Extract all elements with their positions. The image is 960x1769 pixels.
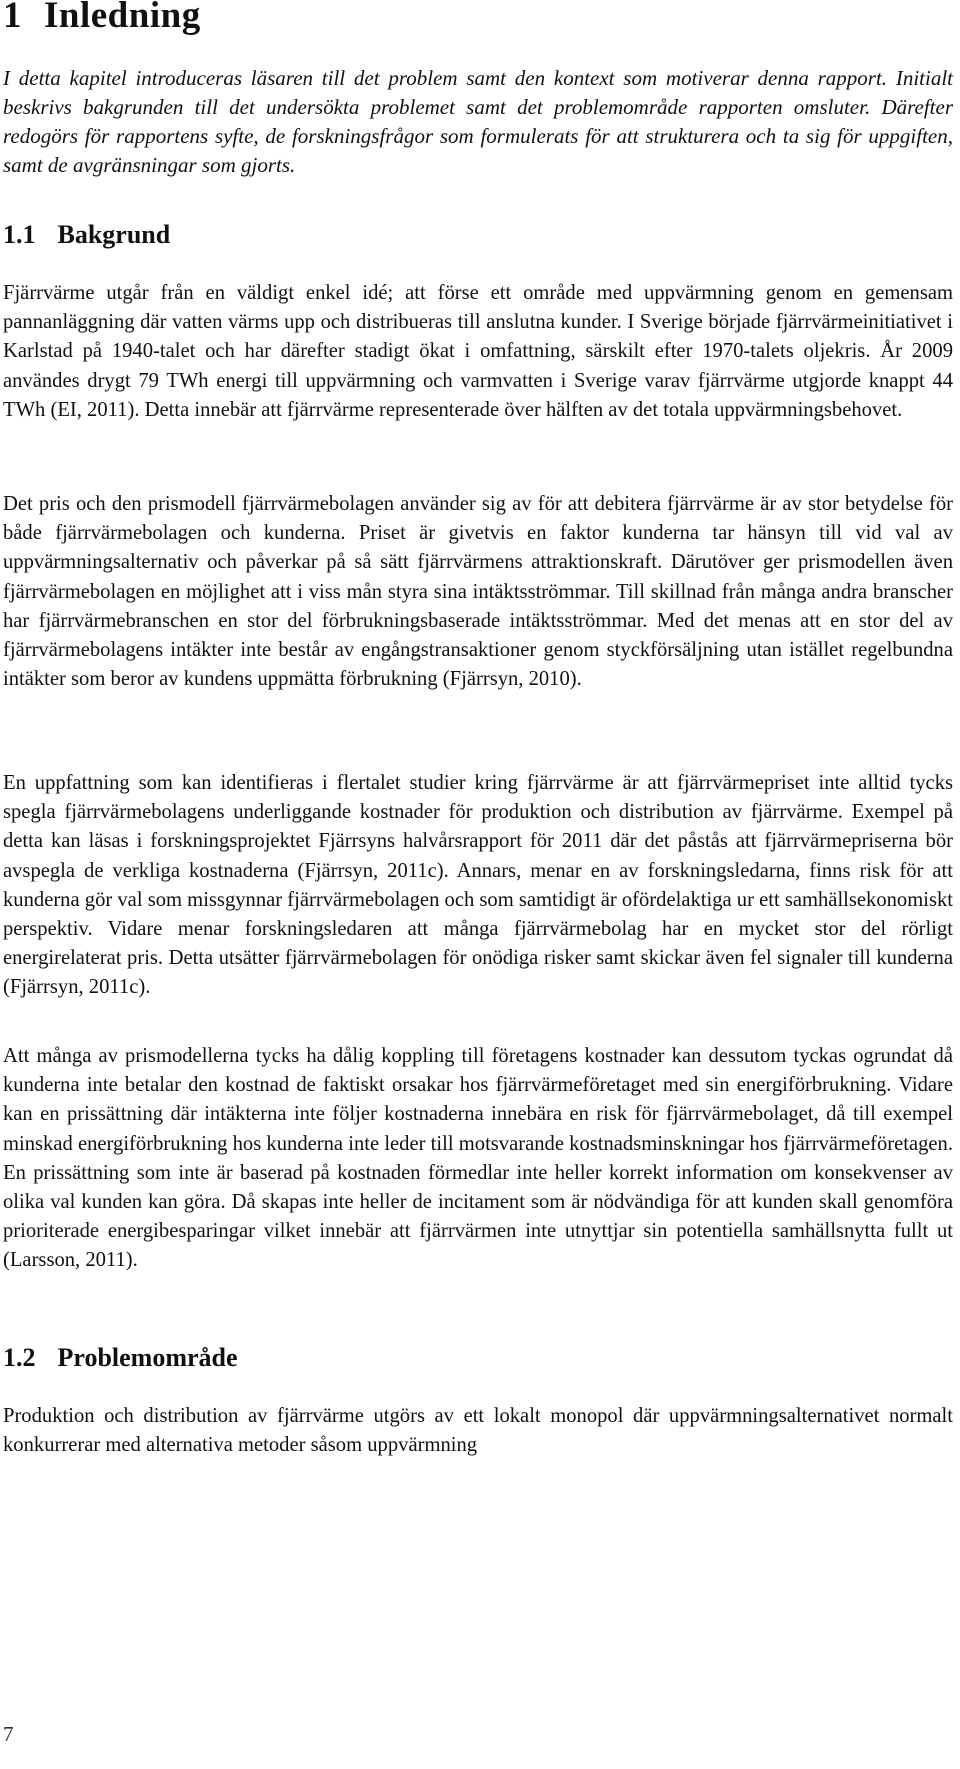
section-heading-problemomrade	[3, 1343, 238, 1373]
chapter-number: 1	[3, 0, 22, 36]
chapter-heading	[3, 0, 201, 37]
section-number: 1.2	[3, 1343, 36, 1372]
page-number: 7	[3, 1722, 14, 1746]
paragraph: Att många av prismodellerna tycks ha dålig koppling till företagens kostnader kan dessutom tyckas ogrundat då kunderna inte betalar den kostnad de faktiskt orsakar hos fjärrvärmeföretaget med sin energiförbrukning. Vidare kan en prissättning där intäkterna inte följer kostnaderna innebära en risk för fjärrvärmebolaget, då till exempel minskad energiförbrukning hos kunderna inte leder till motsvarande kostnadsminskningar hos fjärrvärmeföretagen. En prissättning som inte är baserad på kostnaden förmedlar inte heller korrekt information om konsekvenser av olika val kunden kan göra. Då skapas inte heller de incitament som är nödvändiga för att kunden skall genomföra prioriterade energibesparingar vilket innebär att fjärrvärmen inte utnyttjar sin potentiella samhällsnytta fullt ut (Larsson, 2011).	[3, 1045, 953, 1272]
paragraph: En uppfattning som kan identifieras i flertalet studier kring fjärrvärme är att fjärrvärmepriset inte alltid tycks spegla fjärrvärmebolagens underliggande kostnader för produktion och distribution av fjärrvärme. Exempel på detta kan läsas i forskningsprojektet Fjärrsyns halvårsrapport för 2011 där det påstås att fjärrvärmepriserna bör avspegla de verkliga kostnaderna (Fjärrsyn, 2011c). Annars, menar en av forskningsledarna, finns risk för att kunderna gör val som missgynnar fjärrvärmebolagen och som samtidigt är ofördelaktiga ur ett samhällsekonomiskt perspektiv. Vidare menar forskningsledaren att många fjärrvärmebolag har en mycket stor del rörligt energirelaterat pris. Detta utsätter fjärrvärmebolagen för onödiga risker samt skickar även fel signaler till kunderna (Fjärrsyn, 2011c).	[3, 772, 953, 999]
section-title: Bakgrund	[57, 220, 171, 249]
section-heading-bakgrund	[3, 220, 170, 250]
section-title: Problemområde	[57, 1343, 238, 1372]
paragraph: Fjärrvärme utgår från en väldigt enkel idé; att förse ett område med uppvärmning genom en gemensam pannanläggning där vatten värms upp och distribueras till anslutna kunder. I Sverige började fjärrvärmeinitiativet i Karlstad på 1940-talet och har därefter stadigt ökat i omfattning, särskilt efter 1970-talets oljekris. År 2009 användes drygt 79 TWh energi till uppvärmning och varmvatten i Sverige varav fjärrvärme utgjorde knappt 44 TWh (EI, 2011). Detta innebär att fjärrvärme representerade över hälften av det totala uppvärmningsbehovet.	[3, 282, 953, 421]
section-number: 1.1	[3, 220, 36, 249]
paragraph: Det pris och den prismodell fjärrvärmebolagen använder sig av för att debitera fjärrvärme är av stor betydelse för både fjärrvärmebolagen och kunderna. Priset är givetvis en faktor kunderna tar hänsyn till vid val av uppvärmningsalternativ och påverkar på så sätt fjärrvärmens attraktionskraft. Därutöver ger prismodellen även fjärrvärmebolagen en möjlighet att i viss mån styra sina intäktsströmmar. Till skillnad från många andra branscher har fjärrvärmebranschen en stor del förbrukningsbaserade intäktsströmmar. Med det menas att en stor del av fjärrvärmebolagens intäkter inte består av engångstransaktioner genom styckförsäljning utan istället regelbundna intäkter som beror av kundens uppmätta förbrukning (Fjärrsyn, 2010).	[3, 493, 953, 691]
chapter-title: Inledning	[44, 0, 201, 36]
paragraph: Produktion och distribution av fjärrvärme utgörs av ett lokalt monopol där uppvärmningsalternativet normalt konkurrerar med alternativa metoder såsom uppvärmning	[3, 1405, 953, 1457]
chapter-intro: I detta kapitel introduceras läsaren till det problem samt den kontext som motiverar denna rapport. Initialt beskrivs bakgrunden till det undersökta problemet samt det problemområde rapporten omsluter. Därefter redogörs för rapportens syfte, de forskningsfrågor som formulerats för att strukturera och ta sig för uppgiften, samt de avgränsningar som gjorts.	[3, 66, 953, 177]
